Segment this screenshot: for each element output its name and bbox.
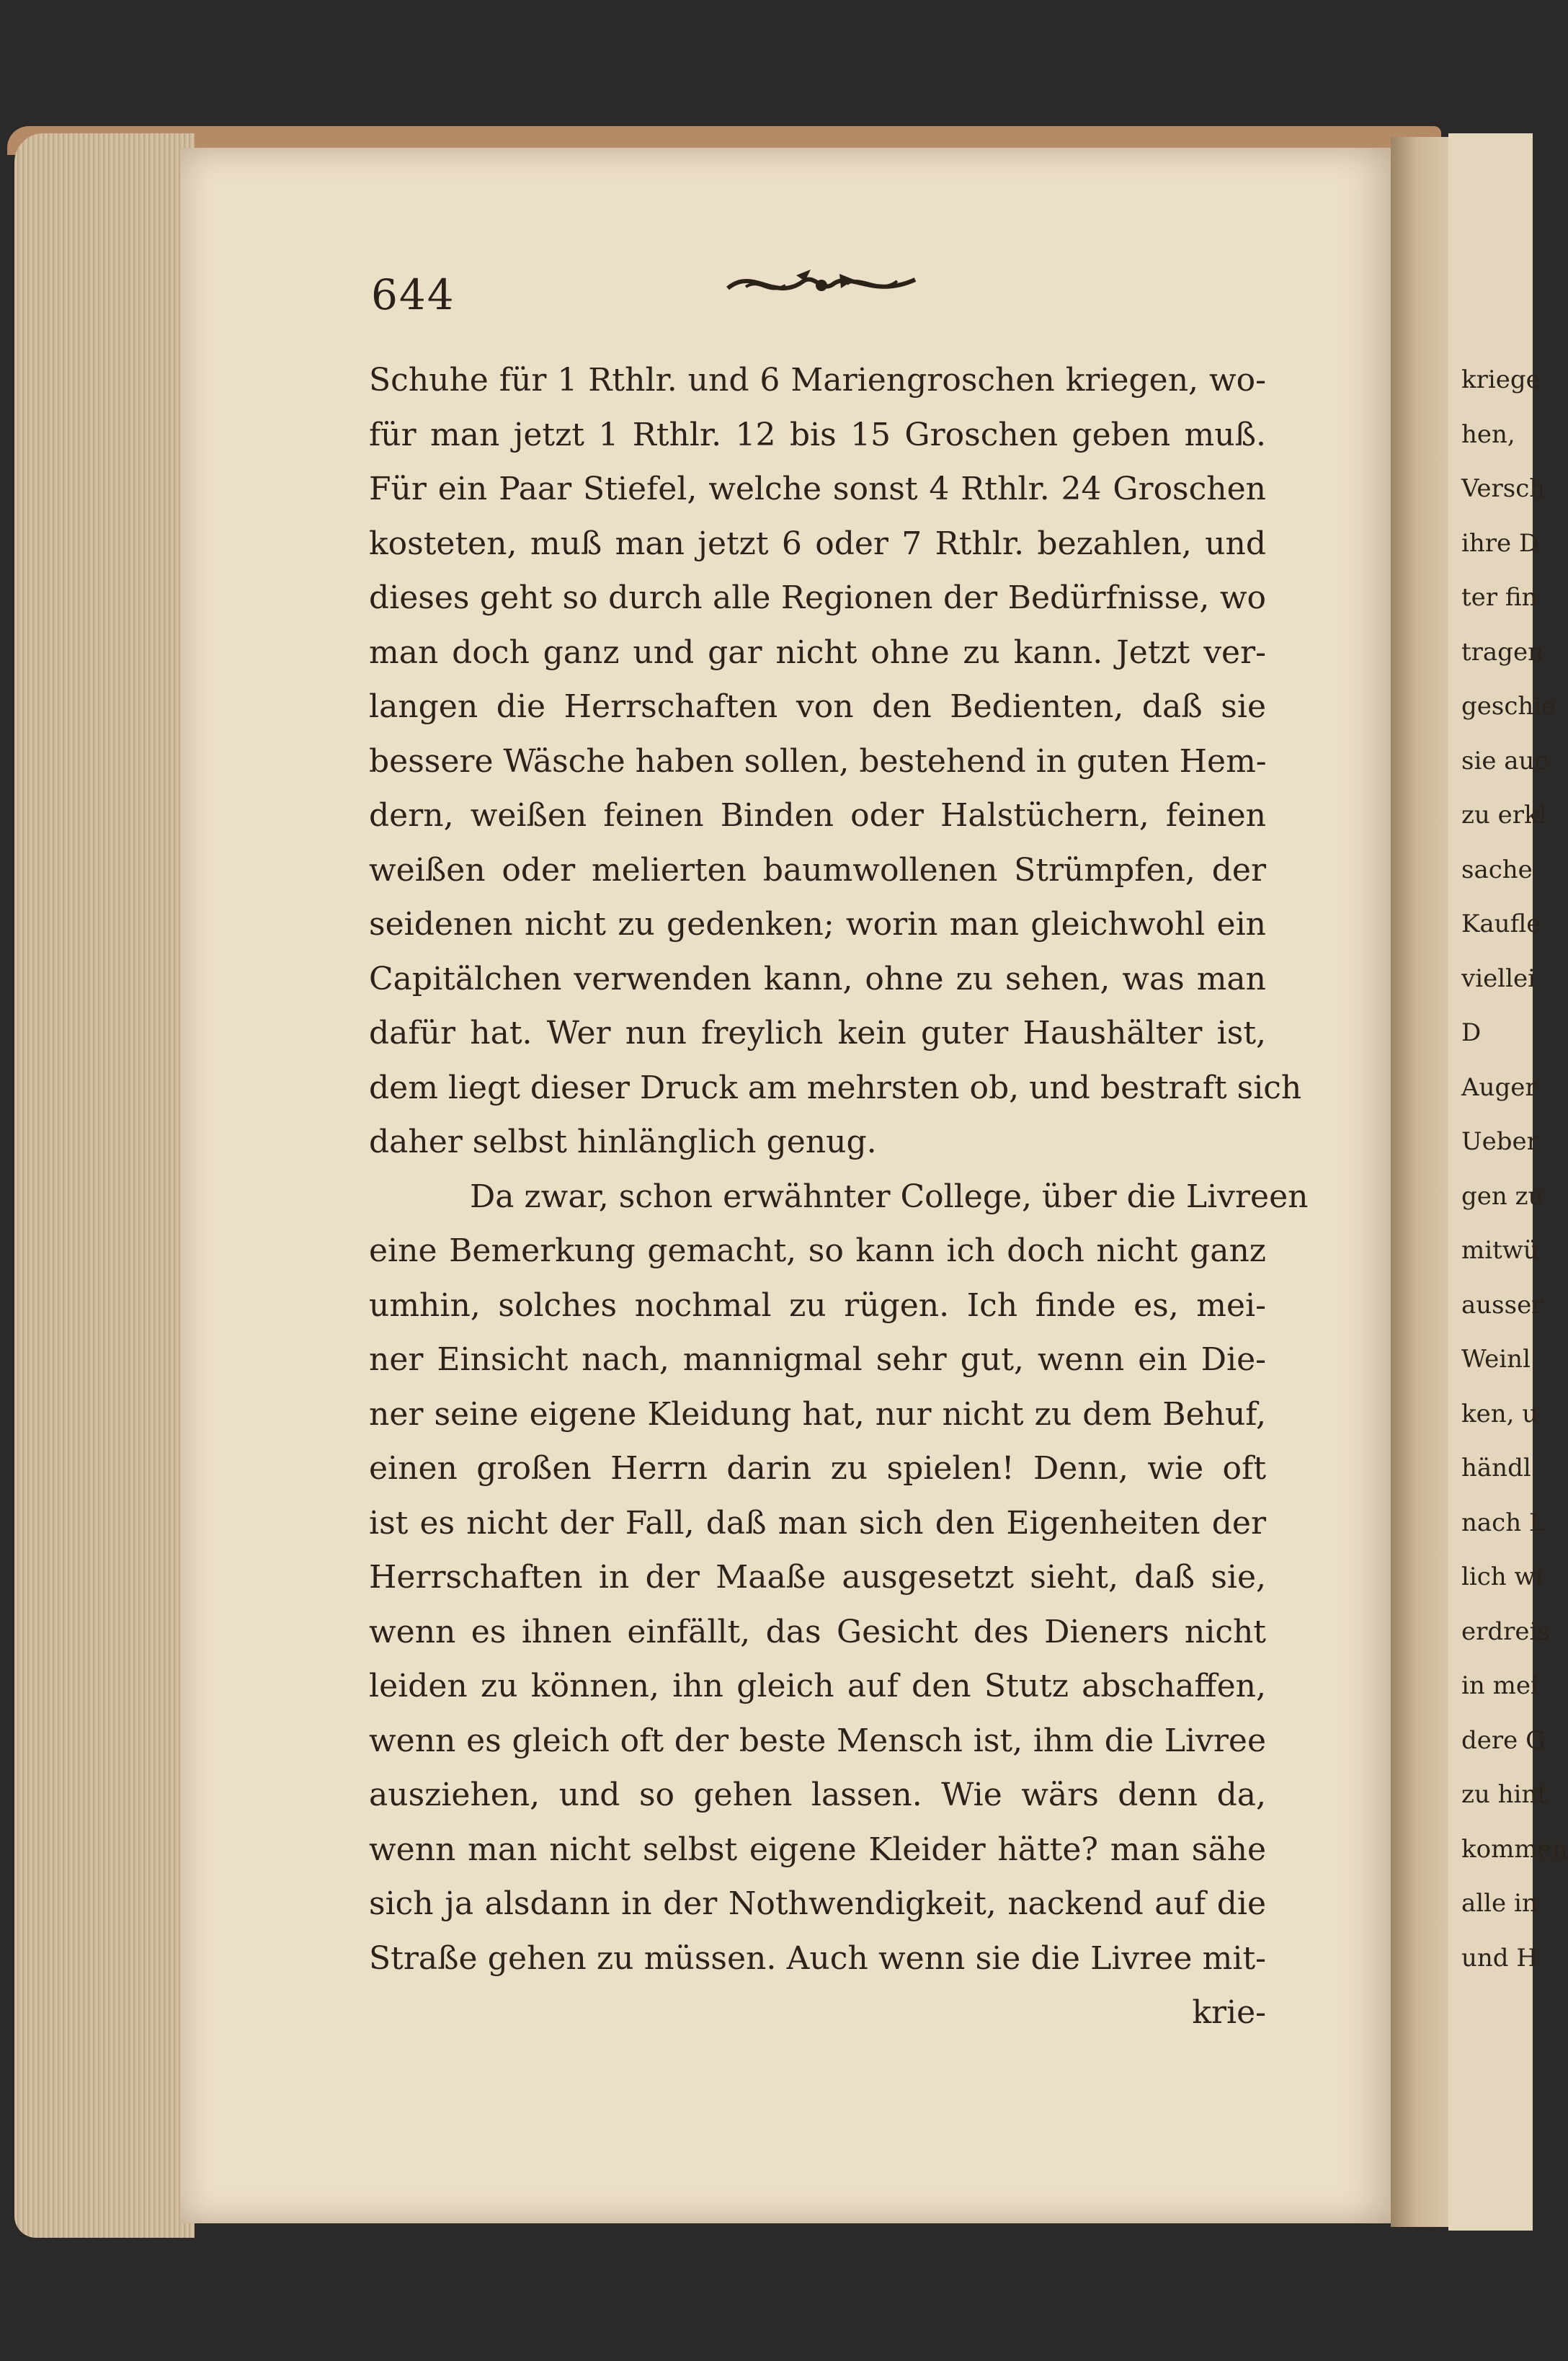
- facing-page-fragment: ihre D: [1461, 528, 1539, 558]
- printer-ornament: [724, 259, 919, 310]
- text-line: dern, weißen feinen Binden oder Halstüchern, feinen: [369, 797, 1266, 834]
- text-line: bessere Wäsche haben sollen, bestehend in guten Hem-: [369, 742, 1267, 780]
- facing-page-fragment: kriege: [1461, 365, 1541, 394]
- text-line: leiden zu können, ihn gleich auf den Stutz abschaffen,: [369, 1668, 1266, 1704]
- facing-page-fragment: hen,: [1461, 419, 1515, 449]
- book-gutter: [1391, 137, 1456, 2227]
- body-text: [369, 353, 1309, 2040]
- text-line: wenn es gleich oft der beste Mensch ist, ihm die Livree: [369, 1722, 1266, 1759]
- text-line: Schuhe für 1 Rthlr. und 6 Mariengroschen kriegen, wo-: [369, 362, 1266, 399]
- facing-page-fragment: erdreis: [1461, 1617, 1550, 1646]
- facing-page-fragment: geschie: [1461, 692, 1556, 721]
- facing-page-fragment: lich wi: [1461, 1562, 1544, 1591]
- text-line: Herrschaften in der Maaße ausgesetzt sieht, daß sie,: [369, 1559, 1266, 1596]
- facing-page-fragment: ter fin: [1461, 583, 1538, 612]
- facing-page-fragment: Weinl: [1461, 1345, 1531, 1374]
- text-line: seidenen nicht zu gedenken; worin man gleichwohl ein: [369, 906, 1266, 943]
- facing-page-fragment: mitwü: [1461, 1236, 1539, 1265]
- facing-page-fragment: ken, u: [1461, 1399, 1538, 1428]
- facing-page-fragment: dere G: [1461, 1725, 1546, 1755]
- text-line: dieses geht so durch alle Regionen der Bedürfnisse, wo: [369, 579, 1266, 616]
- facing-page-fragment: nach L: [1461, 1508, 1546, 1537]
- text-line: ist es nicht der Fall, daß man sich den Eigenheiten der: [369, 1504, 1266, 1542]
- text-line: eine Bemerkung gemacht, so kann ich doch nicht ganz: [369, 1232, 1266, 1269]
- text-line: Straße gehen zu müssen. Auch wenn sie die Livree mit-: [369, 1939, 1266, 1977]
- facing-page-fragment: viellei: [1461, 964, 1536, 993]
- text-line: für man jetzt 1 Rthlr. 12 bis 15 Groschen geben muß.: [369, 416, 1266, 453]
- text-line: daher selbst hinlänglich genug.: [369, 1124, 877, 1160]
- facing-page-text: [1461, 353, 1568, 1986]
- facing-page-fragment: händl: [1461, 1454, 1531, 1482]
- text-line: Capitälchen verwenden kann, ohne zu sehen, was man: [369, 960, 1266, 997]
- facing-page-fragment: D: [1461, 1018, 1482, 1047]
- text-line: weißen oder melierten baumwollenen Strümpfen, der: [369, 851, 1266, 889]
- text-line: ner Einsicht nach, mannigmal sehr gut, wenn ein Die-: [369, 1341, 1266, 1378]
- text-line: wenn man nicht selbst eigene Kleider hätte? man sähe: [369, 1831, 1266, 1868]
- text-line: kosteten, muß man jetzt 6 oder 7 Rthlr. bezahlen, und: [369, 525, 1266, 562]
- page-stack-edge: [14, 133, 195, 2238]
- text-line: ner seine eigene Kleidung hat, nur nicht zu dem Behuf,: [369, 1395, 1266, 1433]
- catchword: krie-: [1192, 1994, 1266, 2031]
- text-line: ausziehen, und so gehen lassen. Wie wärs denn da,: [369, 1777, 1266, 1813]
- text-line: man doch ganz und gar nicht ohne zu kann. Jetzt ver-: [369, 633, 1266, 671]
- facing-page-fragment: sie auc: [1461, 746, 1549, 775]
- facing-page-fragment: Auger: [1461, 1072, 1537, 1102]
- facing-page-fragment: Versch: [1461, 474, 1546, 503]
- facing-page-fragment: tragen: [1461, 637, 1544, 667]
- facing-page-fragment: ausser: [1461, 1290, 1544, 1320]
- text-line: dafür hat. Wer nun freylich kein guter Haushälter ist,: [369, 1015, 1266, 1051]
- text-line: umhin, solches nochmal zu rügen. Ich finde es, mei-: [369, 1286, 1266, 1324]
- text-line: einen großen Herrn darin zu spielen! Denn, wie oft: [369, 1450, 1266, 1487]
- facing-page-fragment: Ueber: [1461, 1127, 1538, 1156]
- text-line: Da zwar, schon erwähnter College, über die Livreen: [470, 1178, 1309, 1215]
- text-line: dem liegt dieser Druck am mehrsten ob, und bestraft sich: [369, 1069, 1302, 1106]
- facing-page-fragment: kommen: [1461, 1834, 1568, 1864]
- facing-page-fragment: in mei: [1461, 1671, 1538, 1700]
- facing-page-fragment: zu erkl: [1461, 801, 1547, 830]
- text-line: langen die Herrschaften von den Bedienten, daß sie: [369, 688, 1266, 725]
- page-number: 644: [371, 270, 455, 319]
- text-line: Für ein Paar Stiefel, welche sonst 4 Rthlr. 24 Groschen: [369, 471, 1266, 507]
- facing-page-fragment: und H: [1461, 1943, 1538, 1973]
- facing-page-fragment: alle in: [1461, 1889, 1538, 1918]
- facing-page-fragment: zu hint: [1461, 1780, 1547, 1809]
- text-line: wenn es ihnen einfällt, das Gesicht des Dieners nicht: [369, 1613, 1266, 1650]
- facing-page-fragment: gen zu: [1461, 1181, 1544, 1211]
- facing-page-fragment: Kaufle: [1461, 910, 1541, 938]
- facing-page-fragment: sache: [1461, 855, 1533, 884]
- text-line: sich ja alsdann in der Nothwendigkeit, nackend auf die: [369, 1885, 1266, 1922]
